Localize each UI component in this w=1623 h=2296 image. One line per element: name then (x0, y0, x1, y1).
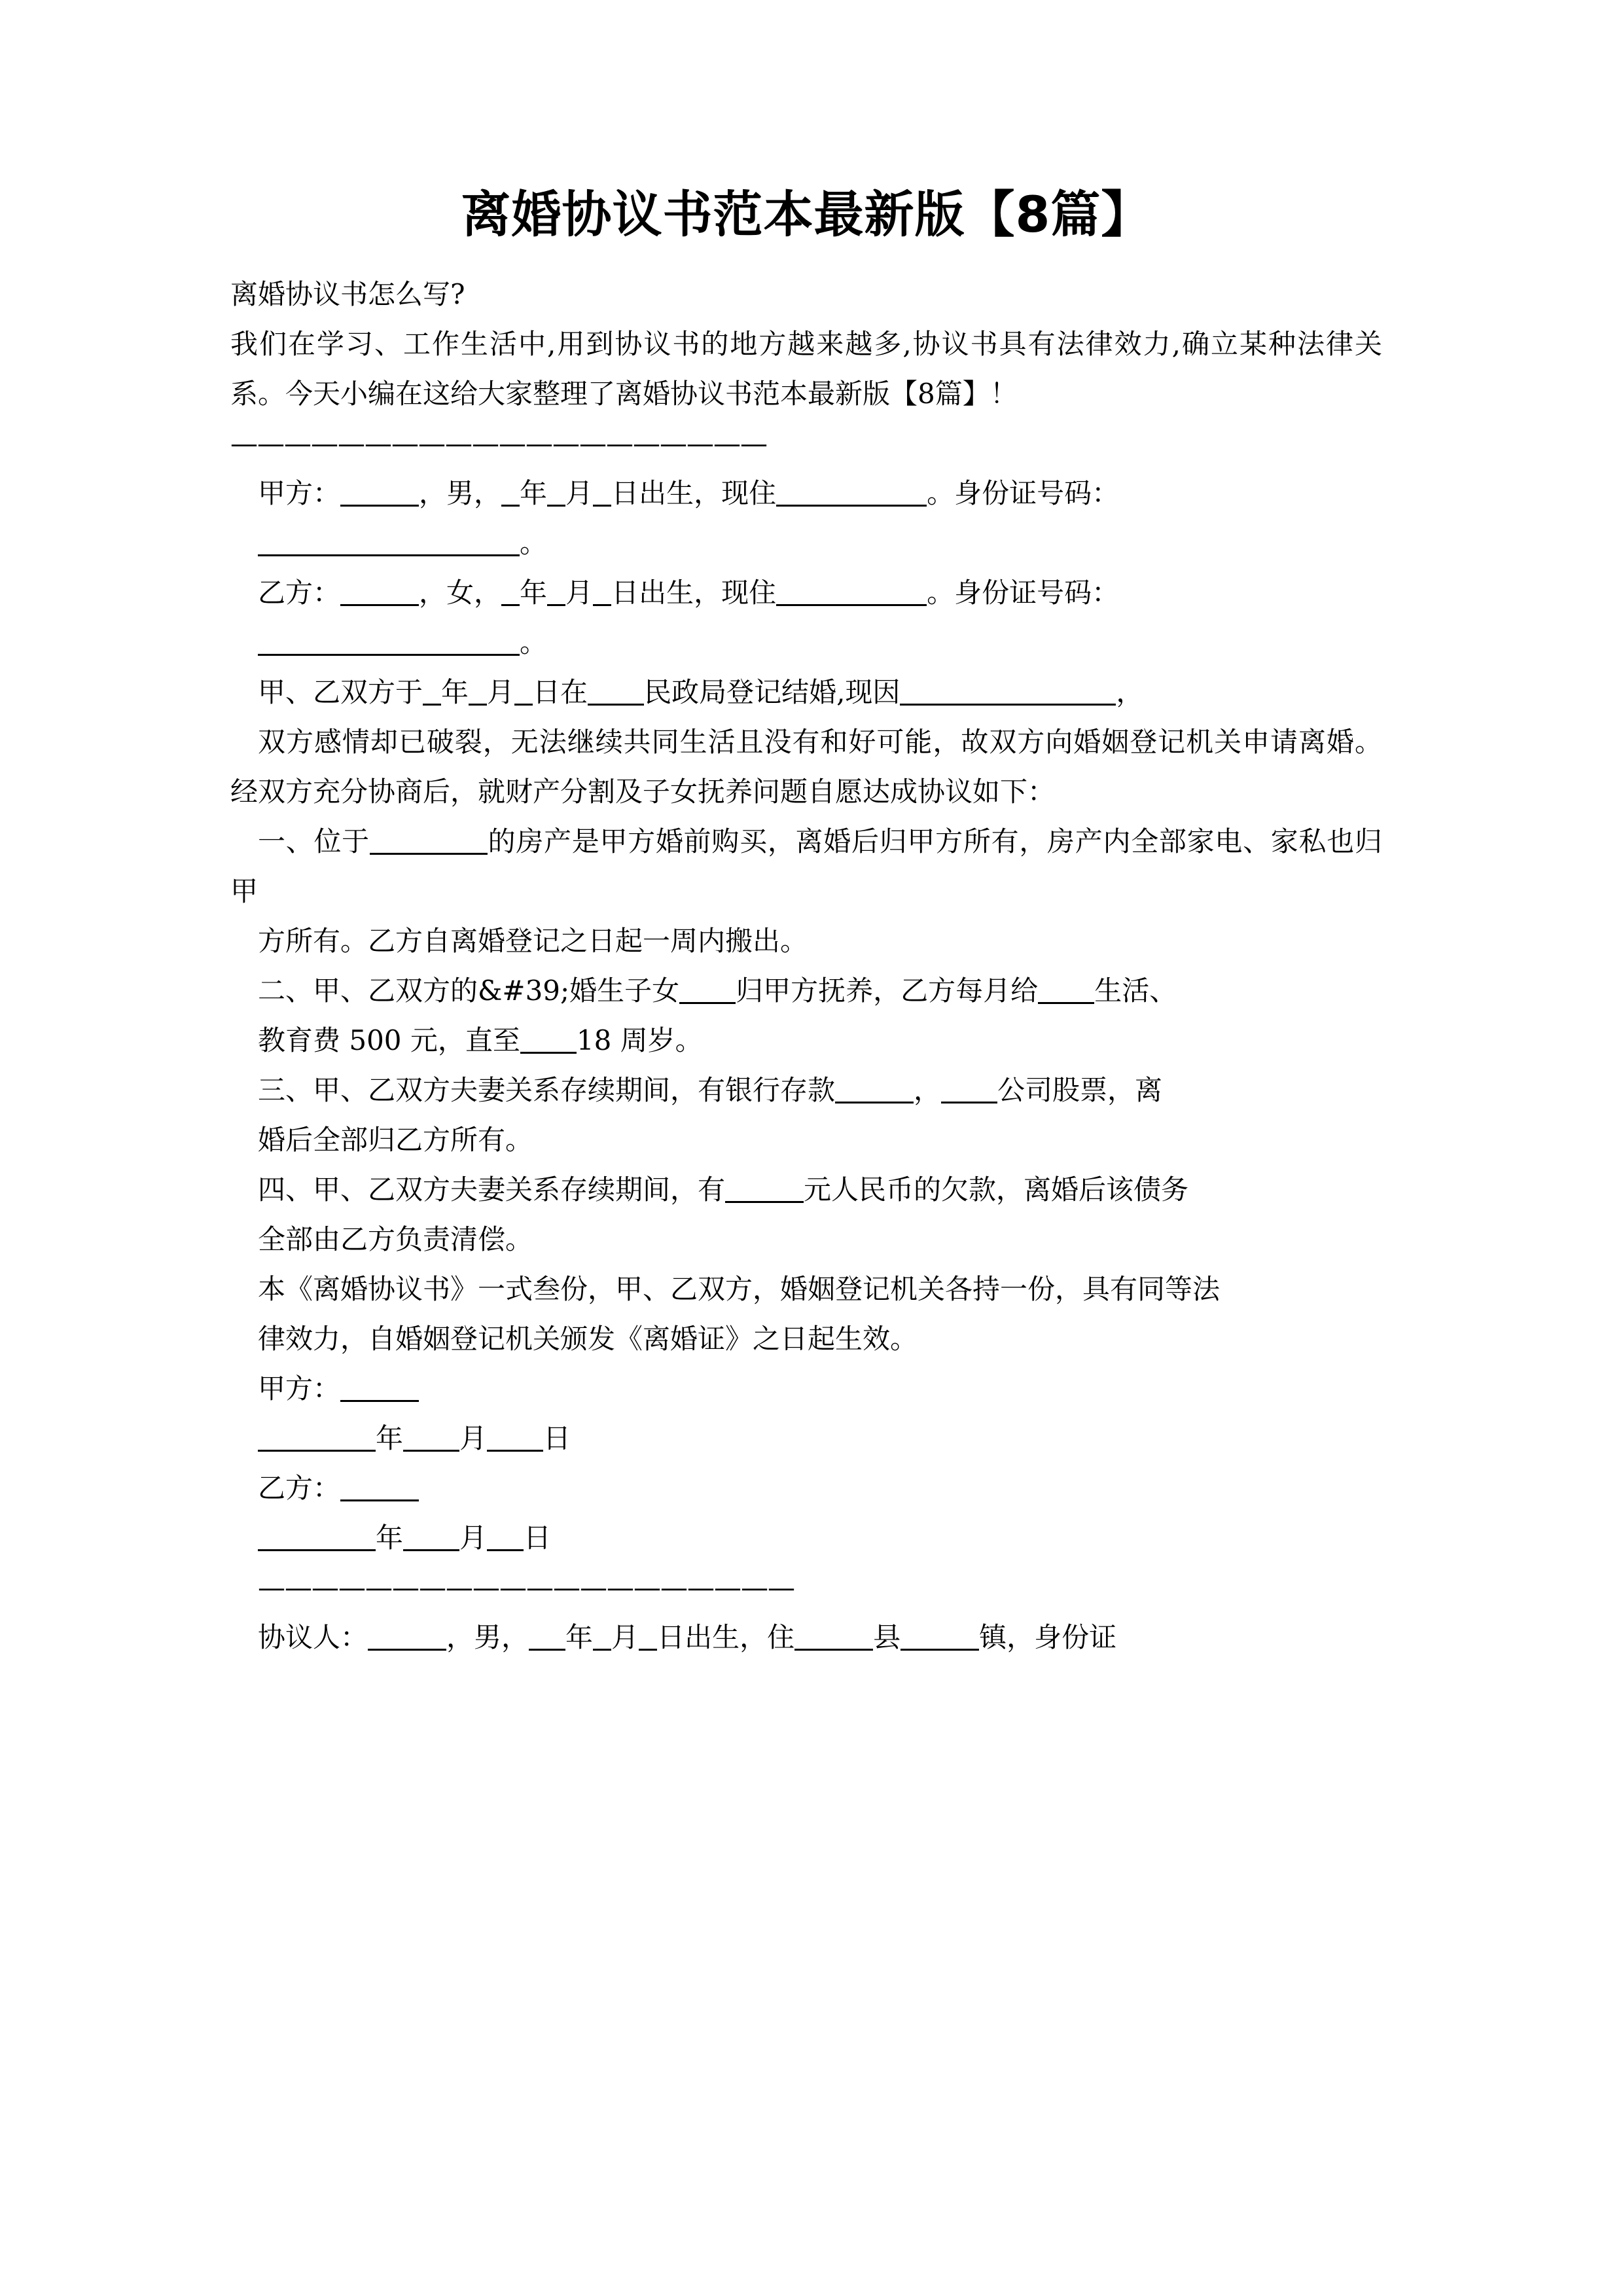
clause-four-tail: 元人民币的欠款，离婚后该债务 (804, 1173, 1189, 1206)
party-b-prefix: 乙方： (258, 576, 341, 609)
party-a-id-line (230, 518, 1382, 568)
party-b-day-blank[interactable] (593, 584, 611, 606)
signature-b-day-label: 日 (524, 1521, 552, 1554)
clause-four-head: 四、甲、乙双方夫妻关系存续期间，有 (258, 1173, 726, 1206)
clause-two-continued (230, 1016, 1382, 1066)
signature-party-b (230, 1463, 1382, 1513)
final-signer-gender: ，男， (446, 1621, 529, 1653)
marriage-bureau-label: 民政局登记结婚,现因 (644, 675, 901, 708)
party-a-id-tail: 。 (520, 526, 548, 559)
marriage-reason-blank[interactable] (900, 684, 1116, 706)
clause-two-until-blank[interactable] (520, 1032, 577, 1054)
marriage-month-blank[interactable] (469, 684, 487, 706)
party-b-day-label: 日出生，现住 (611, 576, 777, 609)
document-content (230, 0, 1382, 1662)
signature-b-day-blank[interactable] (487, 1530, 524, 1551)
party-b-tail: 。身份证号码： (927, 576, 1120, 609)
party-b-id-line (230, 618, 1382, 668)
marriage-month-label: 月 (487, 675, 515, 708)
intro-question: 离婚协议书怎么写? (230, 278, 465, 310)
party-a-month-label: 月 (565, 476, 594, 509)
party-b-year-label: 年 (520, 576, 548, 609)
party-a-gender: ，男， (419, 476, 502, 509)
clause-two-cont-b: 18 周岁。 (576, 1024, 703, 1056)
clause-two-cont-a: 教育费 500 元，直至 (258, 1024, 520, 1056)
final-signer-town-blank[interactable] (901, 1629, 979, 1651)
clause-two-support-blank[interactable] (1038, 982, 1094, 1004)
final-signer-year-blank[interactable] (529, 1629, 565, 1651)
party-a-line (230, 469, 1382, 518)
marriage-bureau-blank[interactable] (588, 684, 644, 706)
signature-b-month-blank[interactable] (403, 1530, 459, 1551)
page-title: 离婚协议书范本最新版【8篇】 (461, 185, 1152, 243)
party-a-month-blank[interactable] (547, 485, 565, 507)
party-a-tail: 。身份证号码： (927, 476, 1120, 509)
party-b-gender: ，女， (419, 576, 502, 609)
clause-one-continued: 方所有。乙方自离婚登记之日起一周内搬出。 (258, 924, 808, 957)
clause-four-continued: 全部由乙方负责清偿。 (258, 1223, 533, 1255)
marriage-year-label: 年 (441, 675, 469, 708)
clause-two-mid: 归甲方抚养，乙方每月给 (736, 974, 1039, 1007)
party-a-year-label: 年 (520, 476, 548, 509)
clause-one (230, 817, 1382, 916)
signature-a-day-label: 日 (543, 1422, 571, 1454)
final-signer-year-label: 年 (565, 1621, 594, 1653)
clause-one-body: 的房产是甲方婚前购买，离婚后归甲方所有，房产内全部家电、家私也归甲 (230, 825, 1382, 907)
clause-three-deposit-blank[interactable] (835, 1082, 914, 1103)
intro-body: 我们在学习、工作生活中,用到协议书的地方越来越多,协议书具有法律效力,确立某种法律关系。今天小编在这给大家整理了离婚协议书范本最新版【8篇】！ (230, 327, 1382, 410)
clause-three-mid: ， (914, 1073, 942, 1106)
final-signer-line (230, 1613, 1382, 1662)
signature-party-a-blank[interactable] (340, 1380, 419, 1402)
party-b-month-label: 月 (565, 576, 594, 609)
signature-a-month-blank[interactable] (403, 1430, 459, 1452)
signature-b-year-label: 年 (376, 1521, 404, 1554)
clause-four-debt-blank[interactable] (725, 1181, 804, 1203)
signature-a-day-blank[interactable] (487, 1430, 543, 1452)
party-a-name-blank[interactable] (340, 485, 419, 507)
party-b-line (230, 568, 1382, 618)
party-b-address-blank[interactable] (776, 584, 927, 606)
clause-three-continued: 婚后全部归乙方所有。 (258, 1123, 533, 1156)
party-a-id-blank[interactable] (258, 535, 520, 556)
final-signer-name-blank[interactable] (368, 1629, 446, 1651)
party-a-day-label: 日出生，现住 (611, 476, 777, 509)
clause-three (230, 1066, 1382, 1115)
final-signer-month-label: 月 (611, 1621, 639, 1653)
clause-two-tail: 生活、 (1094, 974, 1177, 1007)
marriage-registration-line (230, 668, 1382, 717)
party-b-id-blank[interactable] (258, 634, 520, 656)
clause-two (230, 966, 1382, 1016)
signature-party-a (230, 1364, 1382, 1414)
final-signer-day-blank[interactable] (639, 1629, 657, 1651)
clause-two-children-blank[interactable] (679, 982, 736, 1004)
clause-three-stock-blank[interactable] (941, 1082, 997, 1103)
signature-b-month-label: 月 (459, 1521, 488, 1554)
marriage-lead: 甲、乙双方于 (258, 675, 423, 708)
separator-top: ———————————————————— (230, 427, 767, 459)
marriage-body: 双方感情却已破裂，无法继续共同生活且没有和好可能，故双方向婚姻登记机关申请离婚。经双方充分协商后，就财产分割及子女抚养问题自愿达成协议如下： (230, 725, 1382, 808)
signature-party-b-label: 乙方： (258, 1471, 341, 1504)
party-a-prefix: 甲方： (258, 476, 341, 509)
marriage-year-blank[interactable] (423, 684, 441, 706)
clause-two-head: 二、甲、乙双方的&#39;婚生子女 (258, 974, 680, 1007)
final-signer-month-blank[interactable] (593, 1629, 611, 1651)
signature-party-b-date (230, 1513, 1382, 1563)
party-a-day-blank[interactable] (593, 485, 611, 507)
final-signer-prefix: 协议人： (258, 1621, 368, 1653)
clause-one-head: 一、位于 (258, 825, 370, 857)
party-b-month-blank[interactable] (547, 584, 565, 606)
signature-party-a-label: 甲方： (258, 1372, 341, 1405)
closing-paragraph-b: 律效力，自婚姻登记机关颁发《离婚证》之日起生效。 (258, 1322, 918, 1355)
clause-three-tail: 公司股票，离 (997, 1073, 1163, 1106)
final-signer-town-label: 镇，身份证 (979, 1621, 1117, 1653)
party-b-name-blank[interactable] (340, 584, 419, 606)
final-signer-day-label: 日出生，住 (657, 1621, 795, 1653)
signature-b-year-blank[interactable] (258, 1530, 376, 1551)
party-a-address-blank[interactable] (776, 485, 927, 507)
party-b-year-blank[interactable] (501, 584, 520, 606)
separator-bottom: ———————————————————— (258, 1571, 794, 1604)
signature-a-month-label: 月 (459, 1422, 488, 1454)
signature-a-year-blank[interactable] (258, 1430, 376, 1452)
final-signer-county-blank[interactable] (794, 1629, 873, 1651)
marriage-reason-tail: ， (1116, 675, 1144, 708)
clause-one-location-blank[interactable] (370, 833, 488, 855)
signature-a-year-label: 年 (376, 1422, 404, 1454)
signature-party-a-date (230, 1414, 1382, 1463)
final-signer-county-label: 县 (873, 1621, 901, 1653)
marriage-day-label: 日在 (533, 675, 588, 708)
signature-party-b-blank[interactable] (340, 1480, 419, 1501)
clause-three-head: 三、甲、乙双方夫妻关系存续期间，有银行存款 (258, 1073, 836, 1106)
party-b-id-tail: 。 (520, 626, 548, 658)
clause-four (230, 1165, 1382, 1215)
party-a-year-blank[interactable] (501, 485, 520, 507)
closing-paragraph-a: 本《离婚协议书》一式叁份，甲、乙双方，婚姻登记机关各持一份，具有同等法 (258, 1272, 1221, 1305)
marriage-day-blank[interactable] (514, 684, 533, 706)
